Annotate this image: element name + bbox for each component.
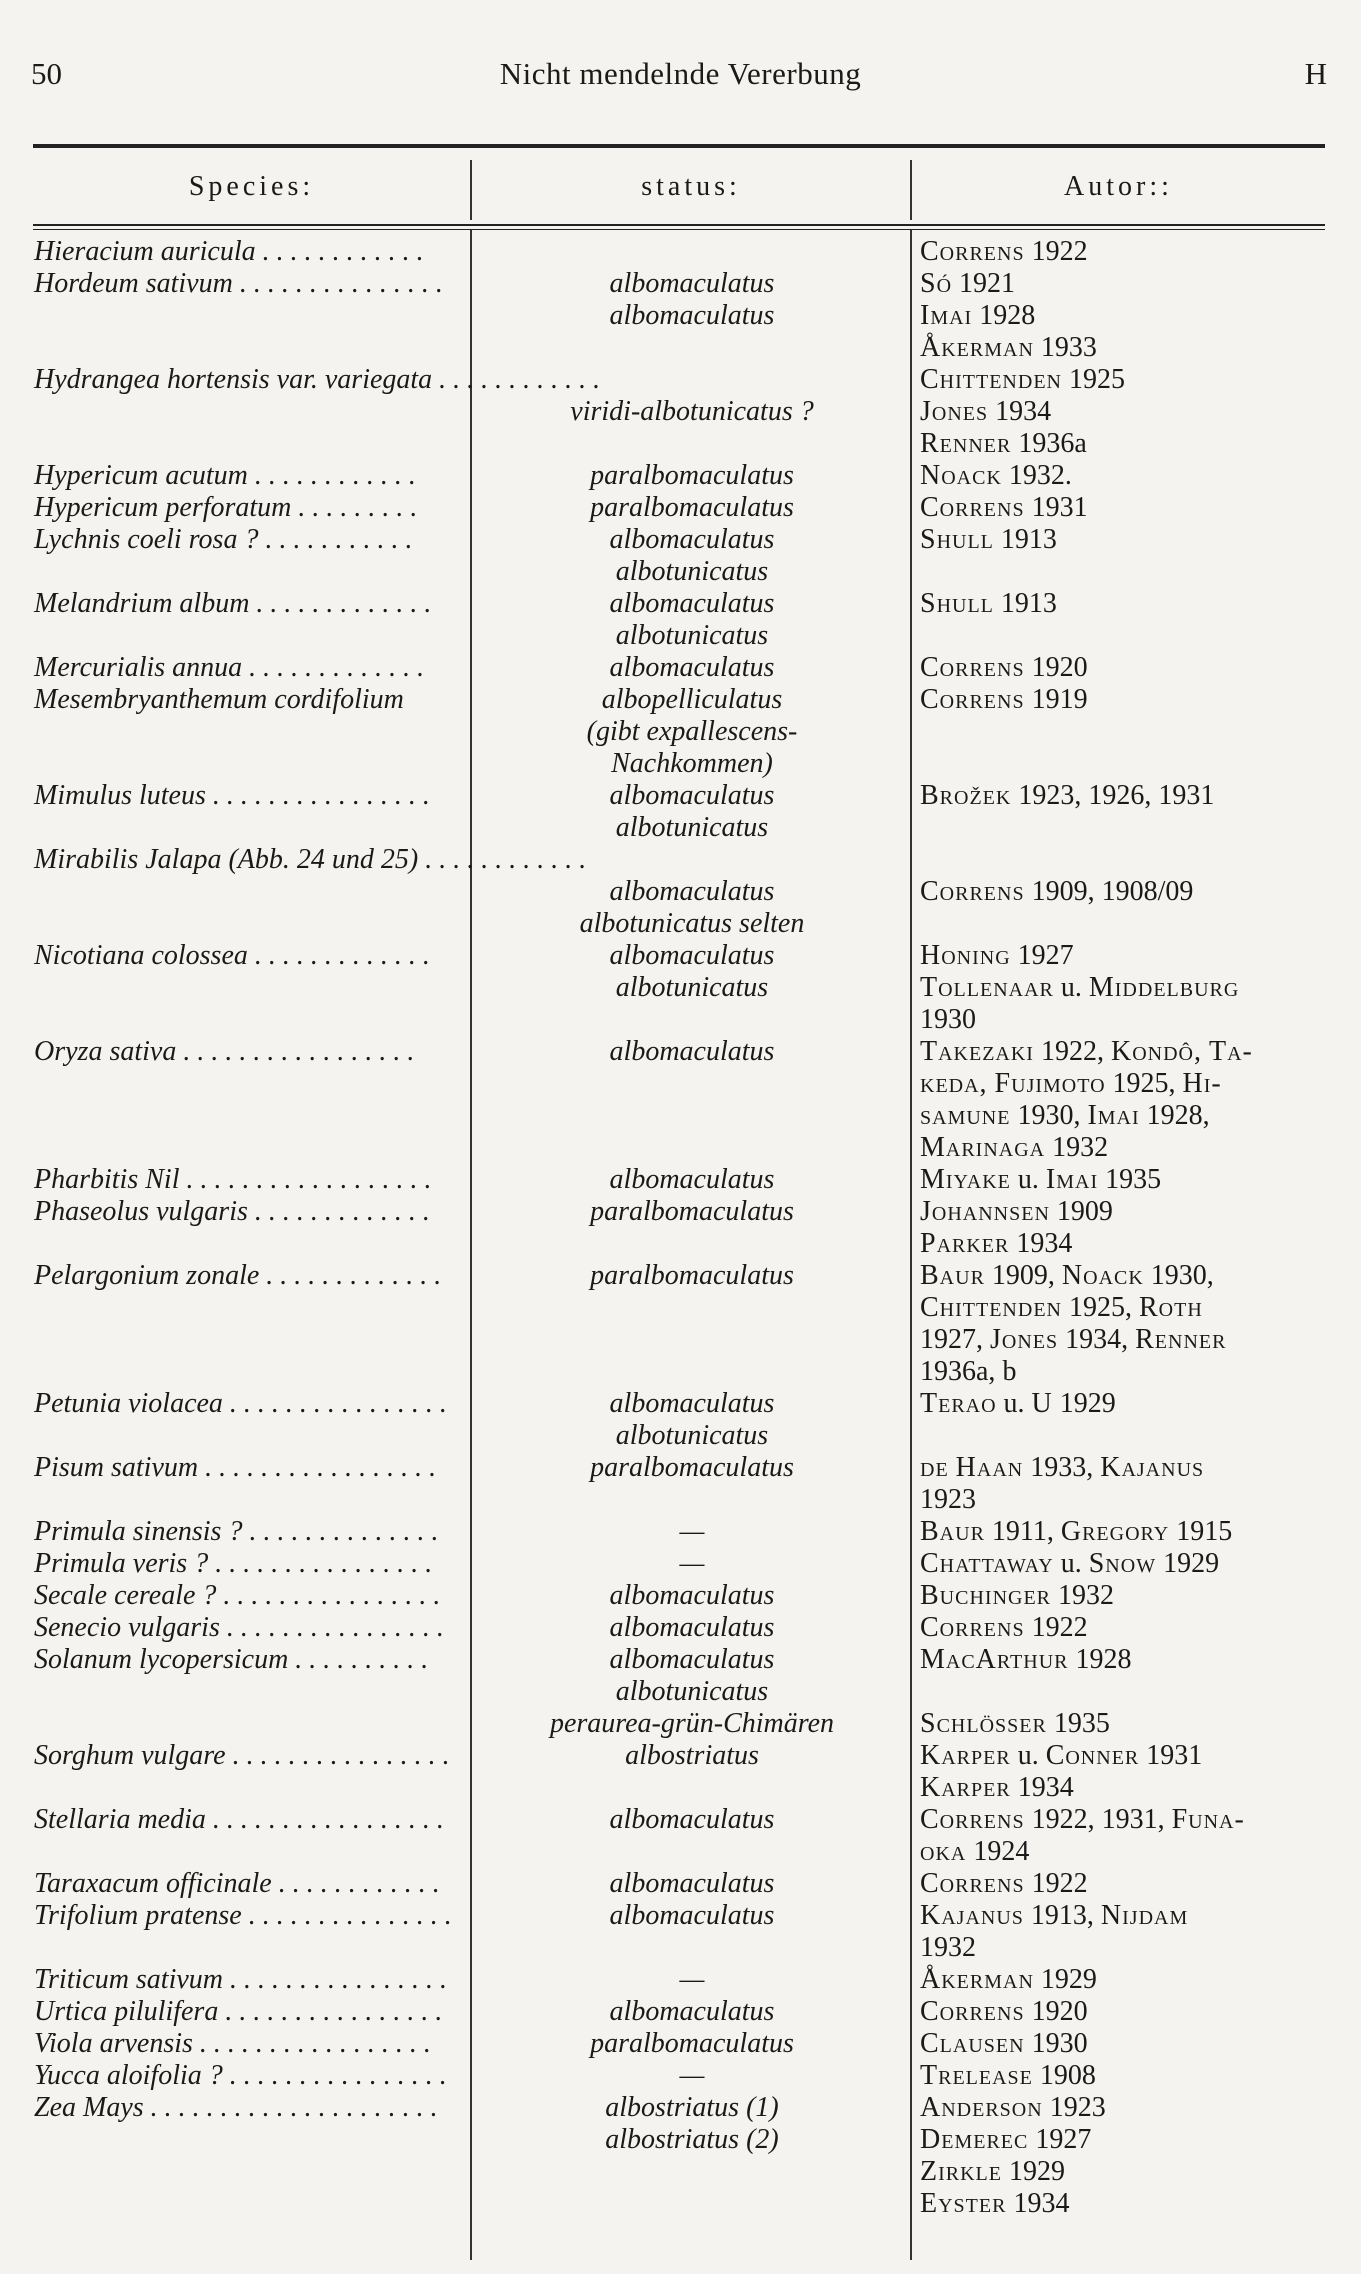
autor-cell: [920, 1900, 1330, 1964]
status-value: albopelliculatus: [601, 684, 783, 715]
species-name: Lychnis coeli rosa ? . . . . . . . . . . .: [34, 524, 413, 555]
status-value: albomaculatus: [609, 1996, 775, 2027]
status-value: albomaculatus: [609, 1868, 775, 1899]
species-name: Sorghum vulgare . . . . . . . . . . . . . . . .: [34, 1740, 450, 1771]
autor-cell: [920, 492, 1330, 524]
status-value: albotunicatus: [615, 1420, 769, 1451]
status-value: albomaculatus: [609, 300, 775, 331]
species-name: Secale cereale ? . . . . . . . . . . . . . . . .: [34, 1580, 441, 1611]
species-cell: [34, 940, 464, 972]
species-name: Mercurialis annua . . . . . . . . . . . . .: [34, 652, 425, 683]
autor-cell: [920, 1516, 1330, 1548]
autor-line: Åkerman 1929: [920, 1964, 1097, 1995]
species-name: Senecio vulgaris . . . . . . . . . . . . . . . .: [34, 1612, 444, 1643]
autor-cell: [920, 460, 1330, 492]
status-cell: [480, 1388, 904, 1452]
species-cell: [34, 588, 464, 620]
autor-line: Baur 1911, Gregory 1915: [920, 1516, 1233, 1547]
status-value: albomaculatus: [609, 268, 775, 299]
species-name: Urtica pilulifera . . . . . . . . . . . . . . . .: [34, 1996, 443, 2027]
status-value: albomaculatus: [609, 1388, 775, 1419]
species-cell: [34, 524, 464, 556]
status-value: albomaculatus: [609, 1804, 775, 1835]
status-cell: [480, 524, 904, 588]
autor-line: 1930: [920, 1004, 976, 1035]
autor-line: Baur 1909, Noack 1930,: [920, 1260, 1214, 1291]
autor-cell: [920, 940, 1330, 1036]
autor-cell: [920, 1196, 1330, 1260]
status-value: albotunicatus: [615, 620, 769, 651]
status-cell: [480, 1644, 904, 1740]
autor-line: Karper u. Conner 1931: [920, 1740, 1203, 1771]
autor-line: Karper 1934: [920, 1772, 1074, 1803]
status-value: albomaculatus: [609, 1900, 775, 1931]
species-cell: [34, 1580, 464, 1612]
species-name: Solanum lycopersicum . . . . . . . . . .: [34, 1644, 429, 1675]
species-name: Stellaria media . . . . . . . . . . . . . . . . .: [34, 1804, 444, 1835]
species-name: Petunia violacea . . . . . . . . . . . . . . . .: [34, 1388, 447, 1419]
autor-cell: [920, 524, 1330, 556]
status-cell: [480, 1164, 904, 1196]
status-cell: [480, 1804, 904, 1836]
species-name: Zea Mays . . . . . . . . . . . . . . . . . . . . .: [34, 2092, 438, 2123]
status-value: albomaculatus: [609, 1580, 775, 1611]
species-name: Pisum sativum . . . . . . . . . . . . . . . . .: [34, 1452, 437, 1483]
status-value: paralbomaculatus: [590, 2028, 794, 2059]
autor-cell: [920, 1580, 1330, 1612]
autor-line: 1936a, b: [920, 1356, 1017, 1387]
species-cell: [34, 268, 464, 300]
species-name: Pharbitis Nil . . . . . . . . . . . . . . . . . .: [34, 1164, 432, 1195]
species-name: Trifolium pratense . . . . . . . . . . . . . . .: [34, 1900, 452, 1931]
status-value: —: [679, 2060, 705, 2091]
autor-line: Correns 1922: [920, 1868, 1088, 1899]
autor-line: Brožek 1923, 1926, 1931: [920, 780, 1215, 811]
status-cell: [480, 492, 904, 524]
autor-line: Noack 1932.: [920, 460, 1072, 491]
column-header-autor: Autor::: [1064, 171, 1173, 202]
autor-line: Correns 1920: [920, 1996, 1088, 2027]
species-name: Yucca aloifolia ? . . . . . . . . . . . . . . . .: [34, 2060, 447, 2091]
autor-line: 1923: [920, 1484, 976, 1515]
status-cell: [480, 2060, 904, 2092]
status-value: albotunicatus selten: [579, 908, 805, 939]
autor-line: [920, 1676, 1330, 1708]
status-cell: [480, 2028, 904, 2060]
status-value: paralbomaculatus: [590, 1452, 794, 1483]
autor-cell: [920, 268, 1330, 364]
autor-line: Correns 1922: [920, 236, 1088, 267]
status-cell: [480, 780, 904, 844]
species-name: Phaseolus vulgaris . . . . . . . . . . . . .: [34, 1196, 430, 1227]
autor-cell: [920, 2092, 1330, 2220]
status-cell: [480, 652, 904, 684]
autor-cell: [920, 236, 1330, 268]
species-cell: [34, 652, 464, 684]
autor-line: Zirkle 1929: [920, 2156, 1065, 2187]
species-name: Oryza sativa . . . . . . . . . . . . . . . . .: [34, 1036, 415, 1067]
autor-cell: [920, 1260, 1330, 1388]
status-value: albomaculatus: [609, 1612, 775, 1643]
species-name: Mirabilis Jalapa (Abb. 24 und 25) . . . . . . . . . . . .: [34, 844, 587, 875]
species-name: Taraxacum officinale . . . . . . . . . . . .: [34, 1868, 440, 1899]
autor-line: keda, Fujimoto 1925, Hi-: [920, 1068, 1222, 1099]
status-value: albomaculatus: [609, 652, 775, 683]
species-name: Nicotiana colossea . . . . . . . . . . . . .: [34, 940, 430, 971]
status-cell: [480, 1964, 904, 1996]
status-cell: [480, 1900, 904, 1932]
status-cell: [480, 396, 904, 428]
status-value: —: [679, 1964, 705, 1995]
autor-cell: [920, 2028, 1330, 2060]
status-value: paralbomaculatus: [590, 1196, 794, 1227]
autor-line: Só 1921: [920, 268, 1016, 299]
autor-line: 1932: [920, 1932, 976, 1963]
status-cell: [480, 1036, 904, 1068]
species-cell: [34, 2060, 464, 2092]
species-name: Pelargonium zonale . . . . . . . . . . . . .: [34, 1260, 442, 1291]
species-cell: [34, 1644, 464, 1676]
species-name: Melandrium album . . . . . . . . . . . . .: [34, 588, 432, 619]
species-cell: [34, 1868, 464, 1900]
column-header-species: Species:: [188, 171, 315, 202]
autor-line: Shull 1913: [920, 524, 1057, 555]
autor-cell: [920, 1804, 1330, 1868]
species-cell: [34, 1388, 464, 1420]
status-value: paralbomaculatus: [590, 1260, 794, 1291]
autor-line: Parker 1934: [920, 1228, 1073, 1259]
autor-line: MacArthur 1928: [920, 1644, 1132, 1675]
status-cell: [480, 588, 904, 652]
status-cell: [480, 876, 904, 940]
autor-line: Correns 1919: [920, 684, 1088, 715]
autor-line: Correns 1922: [920, 1612, 1088, 1643]
autor-line: Schlösser 1935: [920, 1708, 1110, 1739]
section-letter: H: [1304, 56, 1327, 91]
status-cell: [480, 1580, 904, 1612]
status-value: albomaculatus: [609, 940, 775, 971]
species-cell: [34, 1612, 464, 1644]
status-value: —: [679, 1548, 705, 1579]
status-cell: [480, 1516, 904, 1548]
species-cell: [34, 1740, 464, 1772]
status-value: (gibt expallescens-: [586, 716, 798, 747]
status-value: viridi-albotunicatus ?: [570, 396, 814, 427]
species-cell: [34, 1900, 464, 1932]
running-head: Nicht mendelnde Vererbung: [499, 56, 862, 91]
species-cell: [34, 236, 464, 268]
species-cell: [34, 780, 464, 812]
status-cell: [480, 1452, 904, 1484]
status-cell: [480, 1260, 904, 1292]
species-name: Hydrangea hortensis var. variegata . . . . . . . . . . . .: [34, 364, 601, 395]
status-value: paralbomaculatus: [590, 492, 794, 523]
autor-cell: [920, 2060, 1330, 2092]
species-cell: [34, 1996, 464, 2028]
autor-line: Chattaway u. Snow 1929: [920, 1548, 1220, 1579]
autor-line: oka 1924: [920, 1836, 1030, 1867]
species-cell: [34, 364, 601, 396]
species-name: Hypericum acutum . . . . . . . . . . . .: [34, 460, 416, 491]
species-cell: [34, 1516, 464, 1548]
status-value: albomaculatus: [609, 1164, 775, 1195]
autor-line: Correns 1922, 1931, Funa-: [920, 1804, 1245, 1835]
species-name: Mesembryanthemum cordifolium: [34, 684, 404, 715]
autor-cell: [920, 1548, 1330, 1580]
status-value: albotunicatus: [615, 972, 769, 1003]
status-value: paralbomaculatus: [590, 460, 794, 491]
status-value: albostriatus (2): [605, 2124, 779, 2155]
status-value: albotunicatus: [615, 556, 769, 587]
autor-cell: [920, 1644, 1330, 1740]
status-value: Nachkommen): [611, 748, 773, 779]
species-cell: [34, 1452, 464, 1484]
status-value: albostriatus (1): [605, 2092, 779, 2123]
autor-line: Åkerman 1933: [920, 332, 1097, 363]
status-cell: [480, 1996, 904, 2028]
autor-cell: [920, 588, 1330, 620]
species-cell: [34, 492, 464, 524]
autor-line: samune 1930, Imai 1928,: [920, 1100, 1210, 1131]
autor-line: Trelease 1908: [920, 2060, 1096, 2091]
status-value: albomaculatus: [609, 780, 775, 811]
autor-cell: [920, 1740, 1330, 1804]
species-cell: [34, 684, 464, 716]
autor-line: Chittenden 1925: [920, 364, 1125, 395]
autor-line: Tollenaar u. Middelburg: [920, 972, 1240, 1003]
autor-line: Chittenden 1925, Roth: [920, 1292, 1203, 1323]
autor-cell: [920, 1612, 1330, 1644]
species-name: Mimulus luteus . . . . . . . . . . . . . . . .: [34, 780, 430, 811]
autor-cell: [920, 684, 1330, 716]
autor-line: Jones 1934: [920, 396, 1052, 427]
status-value: albomaculatus: [609, 876, 775, 907]
status-value: albotunicatus: [615, 812, 769, 843]
species-cell: [34, 1164, 464, 1196]
species-cell: [34, 2092, 464, 2124]
autor-cell: [920, 1996, 1330, 2028]
autor-line: Honing 1927: [920, 940, 1074, 971]
autor-line: Imai 1928: [920, 300, 1036, 331]
autor-line: Correns 1931: [920, 492, 1088, 523]
status-value: albomaculatus: [609, 1644, 775, 1675]
status-cell: [480, 1196, 904, 1228]
species-cell: [34, 1196, 464, 1228]
autor-line: Miyake u. Imai 1935: [920, 1164, 1162, 1195]
status-value: albostriatus: [625, 1740, 759, 1771]
page-number: 50: [31, 56, 62, 91]
species-name: Primula sinensis ? . . . . . . . . . . . . . .: [34, 1516, 439, 1547]
status-cell: [480, 1548, 904, 1580]
species-name: Hieracium auricula . . . . . . . . . . . .: [34, 236, 424, 267]
species-cell: [34, 460, 464, 492]
status-cell: [480, 940, 904, 1004]
status-value: albomaculatus: [609, 524, 775, 555]
species-name: Triticum sativum . . . . . . . . . . . . . . . .: [34, 1964, 448, 1995]
autor-line: Marinaga 1932: [920, 1132, 1109, 1163]
autor-line: Kajanus 1913, Nijdam: [920, 1900, 1189, 1931]
autor-line: Shull 1913: [920, 588, 1057, 619]
species-cell: [34, 1260, 464, 1292]
column-header-status: status:: [641, 171, 741, 202]
species-cell: [34, 1964, 464, 1996]
species-cell: [34, 2028, 464, 2060]
status-value: peraurea-grün-Chimären: [549, 1708, 835, 1739]
species-cell: [34, 1036, 464, 1068]
species-name: Hypericum perforatum . . . . . . . . .: [34, 492, 418, 523]
autor-line: Anderson 1923: [920, 2092, 1106, 2123]
autor-line: de Haan 1933, Kajanus: [920, 1452, 1205, 1483]
status-value: —: [679, 1516, 705, 1547]
autor-cell: [920, 1452, 1330, 1516]
species-cell: [34, 1804, 464, 1836]
species-cell: [34, 1548, 464, 1580]
autor-cell: [920, 876, 1330, 908]
autor-line: Buchinger 1932: [920, 1580, 1115, 1611]
species-name: Viola arvensis . . . . . . . . . . . . . . . . .: [34, 2028, 431, 2059]
autor-line: Clausen 1930: [920, 2028, 1088, 2059]
species-name: Hordeum sativum . . . . . . . . . . . . . . .: [34, 268, 443, 299]
autor-line: Terao u. U 1929: [920, 1388, 1116, 1419]
status-cell: [480, 1740, 904, 1772]
status-value: albomaculatus: [609, 588, 775, 619]
status-cell: [480, 460, 904, 492]
autor-cell: [920, 1164, 1330, 1196]
autor-line: Eyster 1934: [920, 2188, 1070, 2219]
status-cell: [480, 268, 904, 332]
autor-cell: [920, 1964, 1330, 1996]
species-cell: [34, 844, 587, 876]
status-value: albomaculatus: [609, 1036, 775, 1067]
autor-cell: [920, 364, 1330, 460]
autor-line: Johannsen 1909: [920, 1196, 1113, 1227]
autor-cell: [920, 652, 1330, 684]
species-name: Primula veris ? . . . . . . . . . . . . . . . .: [34, 1548, 433, 1579]
autor-line: Correns 1909, 1908/09: [920, 876, 1194, 907]
status-cell: [480, 1612, 904, 1644]
autor-line: Demerec 1927: [920, 2124, 1092, 2155]
status-cell: [480, 684, 904, 780]
autor-cell: [920, 1868, 1330, 1900]
autor-cell: [920, 1036, 1330, 1164]
status-cell: [480, 2092, 904, 2156]
status-cell: [480, 1868, 904, 1900]
autor-line: Renner 1936a: [920, 428, 1087, 459]
autor-cell: [920, 1388, 1330, 1420]
status-value: albotunicatus: [615, 1676, 769, 1707]
autor-line: 1927, Jones 1934, Renner: [920, 1324, 1227, 1355]
autor-line: Takezaki 1922, Kondô, Ta-: [920, 1036, 1253, 1067]
autor-line: Correns 1920: [920, 652, 1088, 683]
autor-cell: [920, 780, 1330, 812]
